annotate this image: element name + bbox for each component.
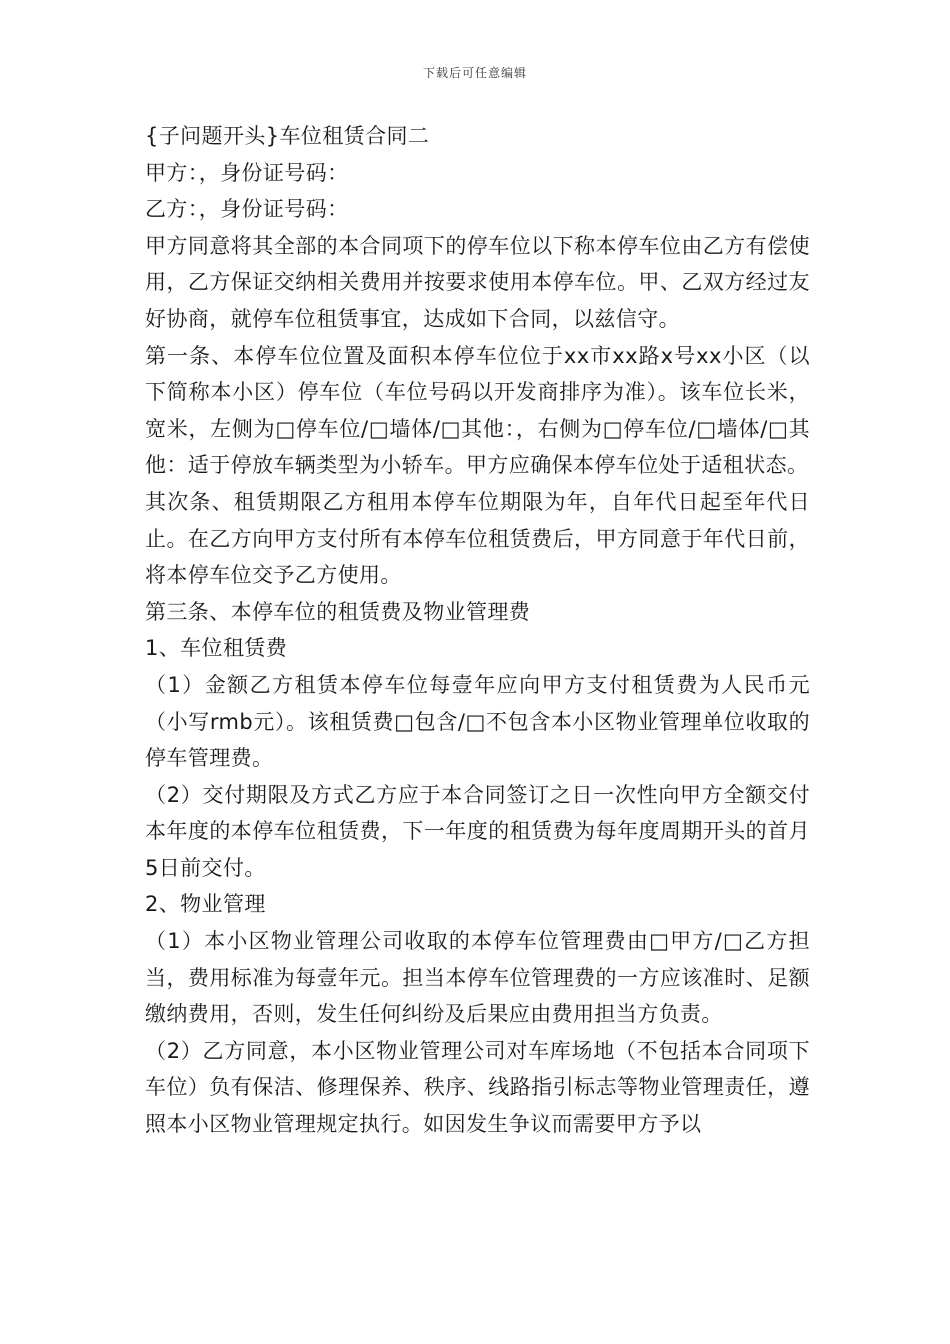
contract-body bbox=[145, 118, 810, 1143]
section-2-heading: 2、物业管理 bbox=[145, 892, 266, 917]
clause-2-1-paragraph: （1）本小区物业管理公司收取的本停车位管理费由□甲方/□乙方担当，费用标准为每壹年元。担当本停车位管理费的一方应该准时、足额缴纳费用，否则，发生任何纠纷及后果应由费用担当方负责。 bbox=[145, 929, 810, 1027]
clause-1-1-paragraph: （1）金额乙方租赁本停车位每壹年应向甲方支付租赁费为人民币元（小写rmb元）。该租赁费□包含/□不包含本小区物业管理单位收取的停车管理费。 bbox=[145, 672, 810, 771]
preamble-paragraph: 甲方同意将其全部的本合同项下的停车位以下称本停车位由乙方有偿使用，乙方保证交纳相关费用并按要求使用本停车位。甲、乙双方经过友好协商，就停车位租赁事宜，达成如下合同，以兹信守。 bbox=[145, 233, 810, 331]
article-2-paragraph: 其次条、租赁期限乙方租用本停车位期限为年，自年代日起至年代日止。在乙方向甲方支付所有本停车位租赁费后，甲方同意于年代日前，将本停车位交予乙方使用。 bbox=[145, 489, 810, 588]
article-1-paragraph: 第一条、本停车位位置及面积本停车位位于xx市xx路x号xx小区（以下简称本小区）停车位（车位号码以开发商排序为准）。该车位长米，宽米，左侧为□停车位/□墙体/□其他：，右侧为□停车位/□墙体/□其他：适于停放车辆类型为小轿车。甲方应确保本停车位处于适租状态。 bbox=[145, 343, 810, 478]
section-1-heading: 1、车位租赁费 bbox=[145, 636, 288, 661]
party-b-line: 乙方：，身份证号码： bbox=[145, 197, 349, 222]
contract-title: {子问题开头}车位租赁合同二 bbox=[145, 124, 430, 148]
article-3-heading: 第三条、本停车位的租赁费及物业管理费 bbox=[145, 599, 531, 624]
clause-2-2-paragraph: （2）乙方同意，本小区物业管理公司对车库场地（不包括本合同项下车位）负有保洁、修理保养、秩序、线路指引标志等物业管理责任，遵照本小区物业管理规定执行。如因发生争议而需要甲方予以 bbox=[145, 1038, 810, 1137]
party-a-line: 甲方：，身份证号码： bbox=[145, 160, 349, 185]
page-header-note: 下载后可任意编辑 bbox=[422, 66, 527, 80]
clause-1-2-paragraph: （2）交付期限及方式乙方应于本合同签订之日一次性向甲方全额交付本年度的本停车位租赁费，下一年度的租赁费为每年度周期开头的首月5日前交付。 bbox=[145, 782, 810, 880]
